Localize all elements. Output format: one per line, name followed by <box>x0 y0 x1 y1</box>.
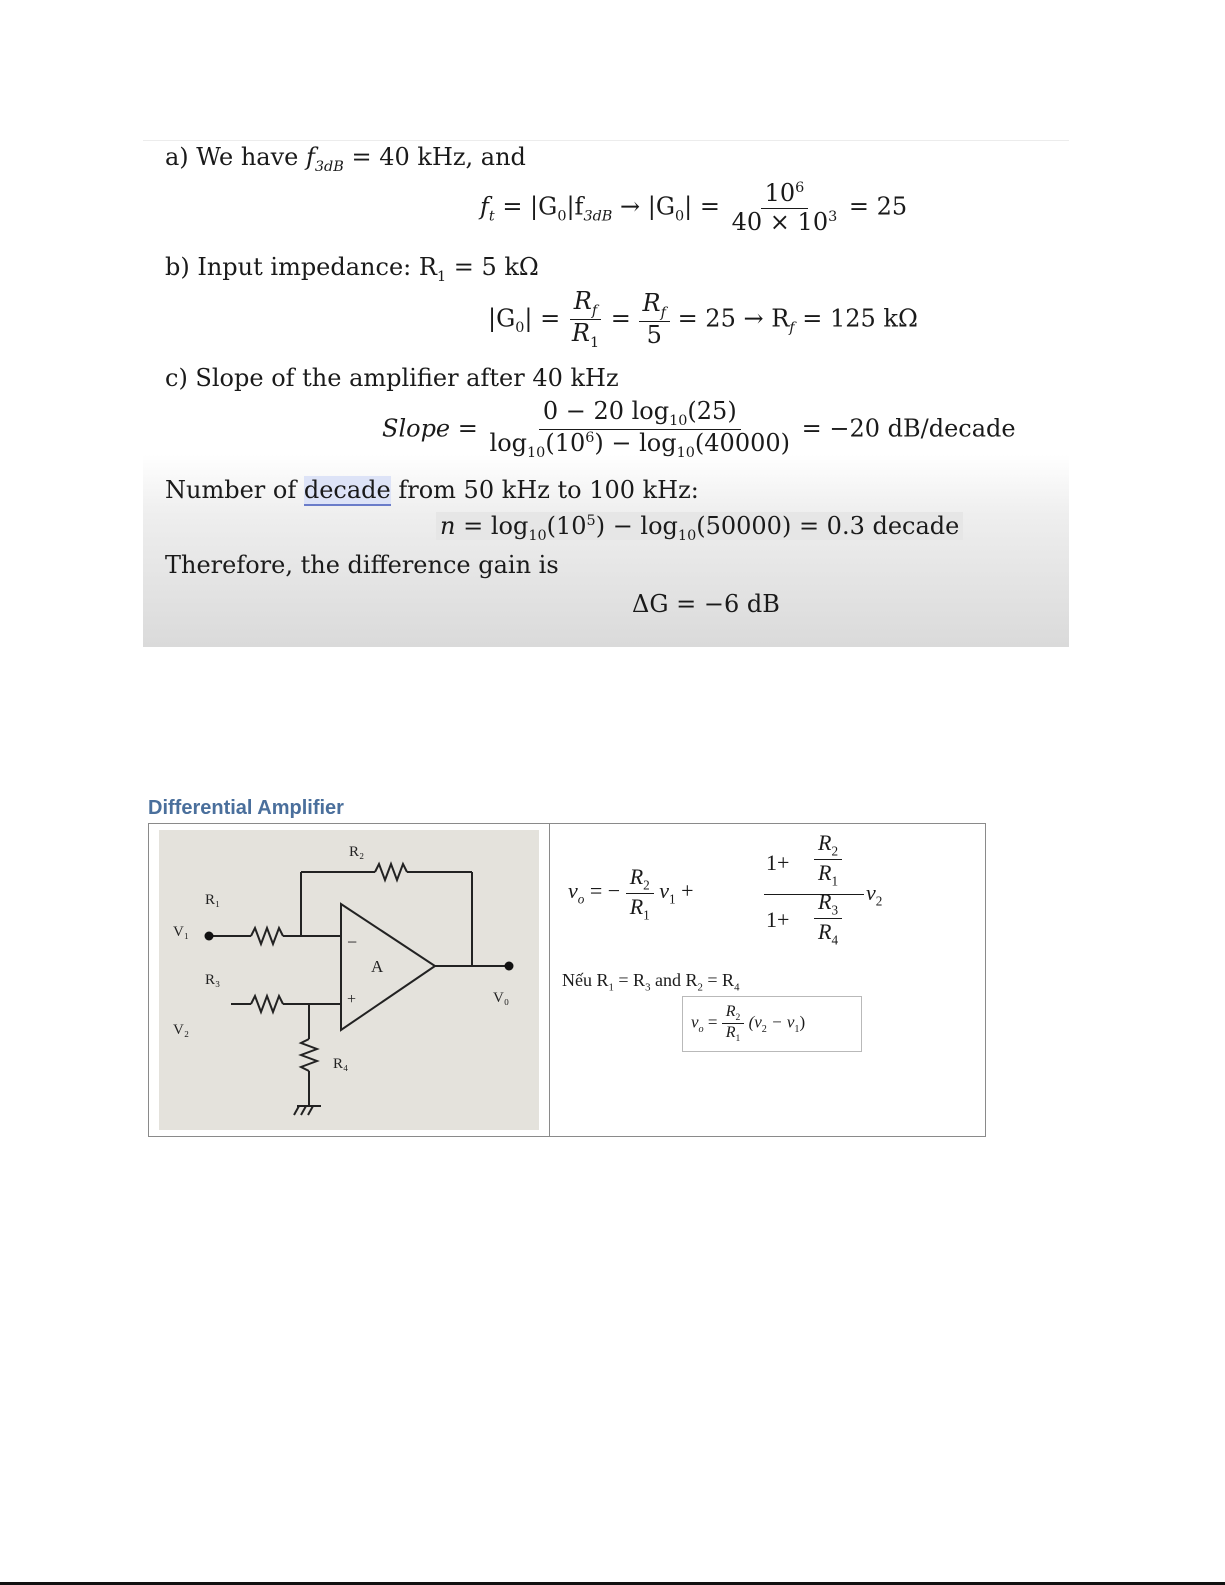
label-v1: V₁ <box>173 924 190 940</box>
opamp-label: A <box>371 957 384 976</box>
minus-sign: − <box>347 932 358 952</box>
vo-terminal <box>505 962 514 971</box>
label-v2: V₂ <box>173 1022 190 1038</box>
condition-line: Nếu $R_1 = R_3$ and $R_2 = R_4$ <box>562 970 740 994</box>
result-equation-box[interactable]: $v_o$ = $\frac{R_2}{R_1}$ $(v_2 - v_1)$ <box>682 996 862 1052</box>
part-b-line: b) Input impedance: $R_1 = 5$ kΩ <box>165 253 539 285</box>
label-r2: R₂ <box>349 844 365 860</box>
highlighted-word[interactable]: decade <box>303 476 391 504</box>
label-r1: R₁ <box>205 892 221 908</box>
n-equation: $n = \log_{10}(10^5) - \log_{10}(50000) = 0.3$ decade <box>436 512 963 544</box>
part-c-line: c) Slope of the amplifier after 40 kHz <box>165 364 619 392</box>
circuit-cell <box>149 824 550 1136</box>
label-vo: V₀ <box>493 990 510 1006</box>
label-r3: R₃ <box>205 972 221 988</box>
part-a-equation: $f_t = |G_0|f_{3dB} \to |G_0|$ = $\frac{10^6}{40 \times 10^3}$ = 25 <box>480 179 908 236</box>
opamp-circuit-diagram <box>149 824 549 1136</box>
delta-g-result: ΔG = −6 dB <box>632 590 780 618</box>
diff-amp-table <box>148 823 986 1137</box>
part-a-fraction: $\frac{10^6}{40 \times 10^3}$ <box>731 179 838 236</box>
vo-formula: $v_o$ = − $\frac{R_2}{R_1}$ $v_1$ + <box>568 864 694 922</box>
plus-sign: + <box>347 991 357 1008</box>
part-c-equation: Slope = $\frac{0 - 20 \log_{10}(25)}{\log_{10}(10^6) - \log_{10}(40000)}$ = −20 dB/decade <box>382 397 1016 462</box>
section-title: Differential Amplifier <box>148 797 344 819</box>
label-r4: R₄ <box>333 1056 349 1072</box>
part-a-line: a) We have $f_{3dB} = 40$ kHz, and <box>165 143 526 175</box>
therefore-line: Therefore, the difference gain is <box>165 551 559 579</box>
decade-line: Number of decade from 50 kHz to 100 kHz: <box>165 476 699 504</box>
gain-fraction: 1+ $\frac{R_2}{R_1}$ 1+ $\frac{R_3}{R_4}$ <box>764 830 864 951</box>
formula-cell <box>550 824 985 1136</box>
part-b-equation: $|G_0|$ = $\frac{R_f}{R_1}$ = $\frac{R_f}{5}$ = $25 \to R_f = 125$ kΩ <box>488 287 918 352</box>
v1-terminal <box>205 932 214 941</box>
v2-term: $v_2$ <box>866 880 883 909</box>
